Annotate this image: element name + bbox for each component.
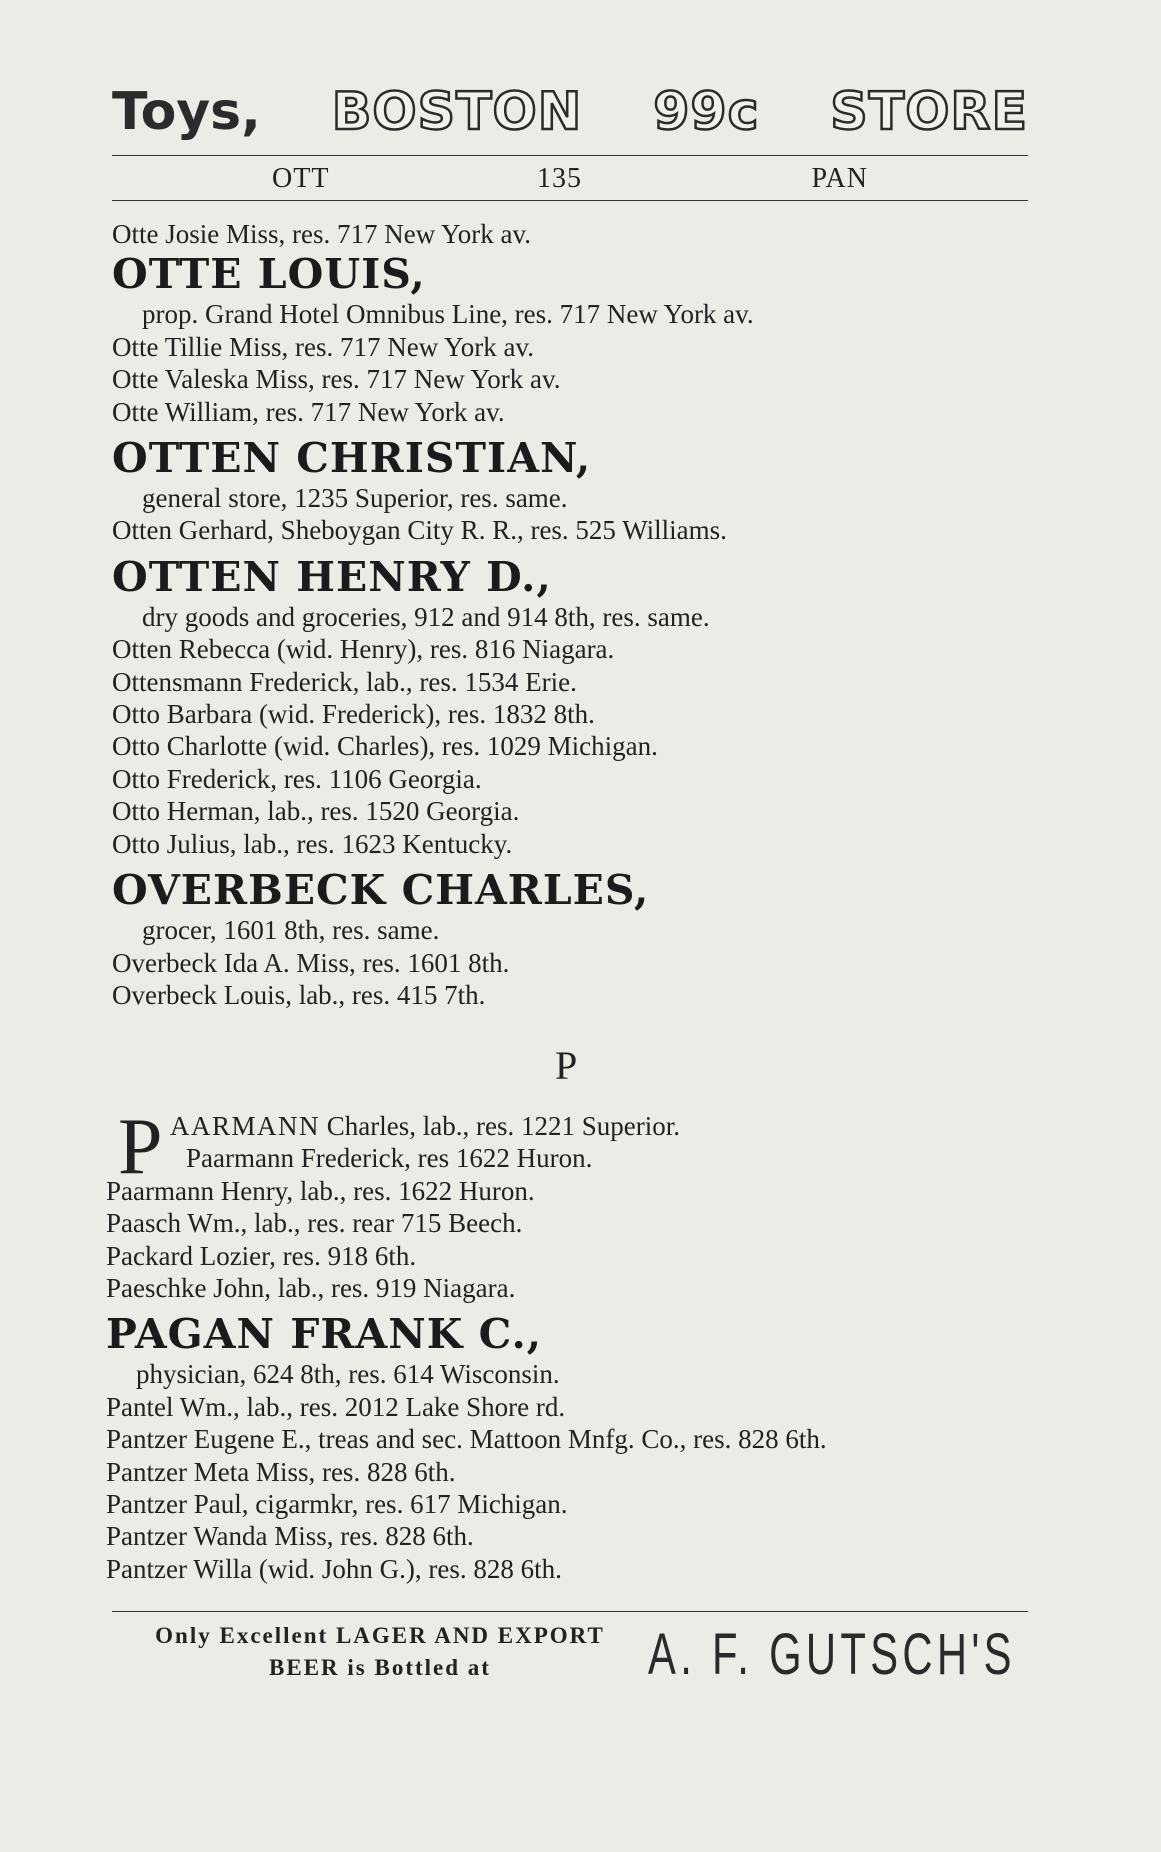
list-item: Pantzer Paul, cigarmkr, res. 617 Michigan. — [106, 1489, 568, 1520]
list-item: Pantzer Wanda Miss, res. 828 6th. — [106, 1521, 474, 1552]
list-item: Paarmann Henry, lab., res. 1622 Huron. — [106, 1175, 535, 1206]
footer-brand: A. F. GUTSCH'S — [648, 1622, 1016, 1687]
list-item: Packard Lozier, res. 918 6th. — [106, 1240, 417, 1271]
business-heading: OTTEN CHRISTIAN, — [112, 434, 592, 483]
list-item: Otten Rebecca (wid. Henry), res. 816 Niagara. — [112, 634, 615, 665]
list-item: Paarmann Frederick, res 1622 Huron. — [186, 1143, 593, 1174]
list-item: Paeschke John, lab., res. 919 Niagara. — [106, 1273, 516, 1304]
list-item: Otte Tillie Miss, res. 717 New York av. — [112, 331, 535, 362]
list-item: Pantzer Meta Miss, res. 828 6th. — [106, 1456, 456, 1487]
entries-p-section — [106, 1103, 1028, 1585]
list-item: Paasch Wm., lab., res. rear 715 Beech. — [106, 1208, 523, 1239]
guide-word-right: PAN — [811, 163, 868, 194]
entries-o-section — [112, 218, 1028, 1011]
business-detail: general store, 1235 Superior, res. same. — [142, 483, 568, 514]
list-item: Otte William, res. 717 New York av. — [112, 396, 505, 427]
list-item: Otto Barbara (wid. Frederick), res. 1832 8th. — [112, 699, 595, 730]
drop-cap: P — [118, 1103, 163, 1191]
business-heading: PAGAN FRANK C., — [106, 1310, 543, 1359]
list-item: Otto Herman, lab., res. 1520 Georgia. — [112, 796, 520, 827]
banner-toys: Toys, — [112, 82, 261, 142]
page-number: 135 — [537, 163, 582, 194]
business-detail: dry goods and groceries, 912 and 914 8th, res. same. — [142, 601, 710, 632]
list-item: Otte Valeska Miss, res. 717 New York av. — [112, 364, 561, 395]
advertising-banner — [112, 78, 1028, 146]
business-detail: prop. Grand Hotel Omnibus Line, res. 717 New York av. — [142, 299, 754, 330]
list-item: Otten Gerhard, Sheboygan City R. R., res. 525 Williams. — [112, 515, 727, 546]
list-item: Otto Julius, lab., res. 1623 Kentucky. — [112, 828, 513, 859]
business-heading: OVERBECK CHARLES, — [112, 866, 650, 915]
banner-store: STORE — [830, 82, 1028, 142]
section-letter: P — [555, 1043, 578, 1088]
header-top-rule — [112, 155, 1028, 156]
business-detail: physician, 624 8th, res. 614 Wisconsin. — [136, 1359, 560, 1390]
business-heading: OTTE LOUIS, — [112, 250, 426, 299]
header-bottom-rule — [112, 200, 1028, 201]
list-item — [170, 1110, 680, 1142]
footer-advertisement — [100, 1620, 1030, 1700]
list-item: Overbeck Louis, lab., res. 415 7th. — [112, 979, 486, 1010]
list-item: Ottensmann Frederick, lab., res. 1534 Erie. — [112, 666, 577, 697]
list-item: Overbeck Ida A. Miss, res. 1601 8th. — [112, 947, 510, 978]
list-item: Pantzer Eugene E., treas and sec. Mattoon Mnfg. Co., res. 828 6th. — [106, 1424, 827, 1455]
business-heading: OTTEN HENRY D., — [112, 552, 552, 601]
list-item: Otte Josie Miss, res. 717 New York av. — [112, 219, 531, 249]
footer-line-1: Only Excellent LAGER AND EXPORT — [155, 1623, 605, 1648]
list-item: Otto Charlotte (wid. Charles), res. 1029 Michigan. — [112, 731, 658, 762]
footer-line-2: BEER is Bottled at — [269, 1655, 491, 1680]
dropcap-line1-rest: Charles, lab., res. 1221 Superior. — [320, 1111, 680, 1141]
business-detail: grocer, 1601 8th, res. same. — [142, 915, 440, 946]
banner-boston: BOSTON — [331, 82, 583, 142]
running-head — [112, 160, 1028, 198]
list-item: Pantzer Willa (wid. John G.), res. 828 6th. — [106, 1553, 562, 1584]
footer-rule — [112, 1611, 1028, 1612]
list-item: Pantel Wm., lab., res. 2012 Lake Shore rd. — [106, 1391, 566, 1422]
guide-word-left: OTT — [272, 163, 330, 194]
list-item: Otto Frederick, res. 1106 Georgia. — [112, 763, 482, 794]
banner-99c: 99c — [653, 82, 760, 142]
footer-ad-text — [100, 1620, 660, 1684]
dropcap-name: AARMANN — [170, 1111, 321, 1141]
